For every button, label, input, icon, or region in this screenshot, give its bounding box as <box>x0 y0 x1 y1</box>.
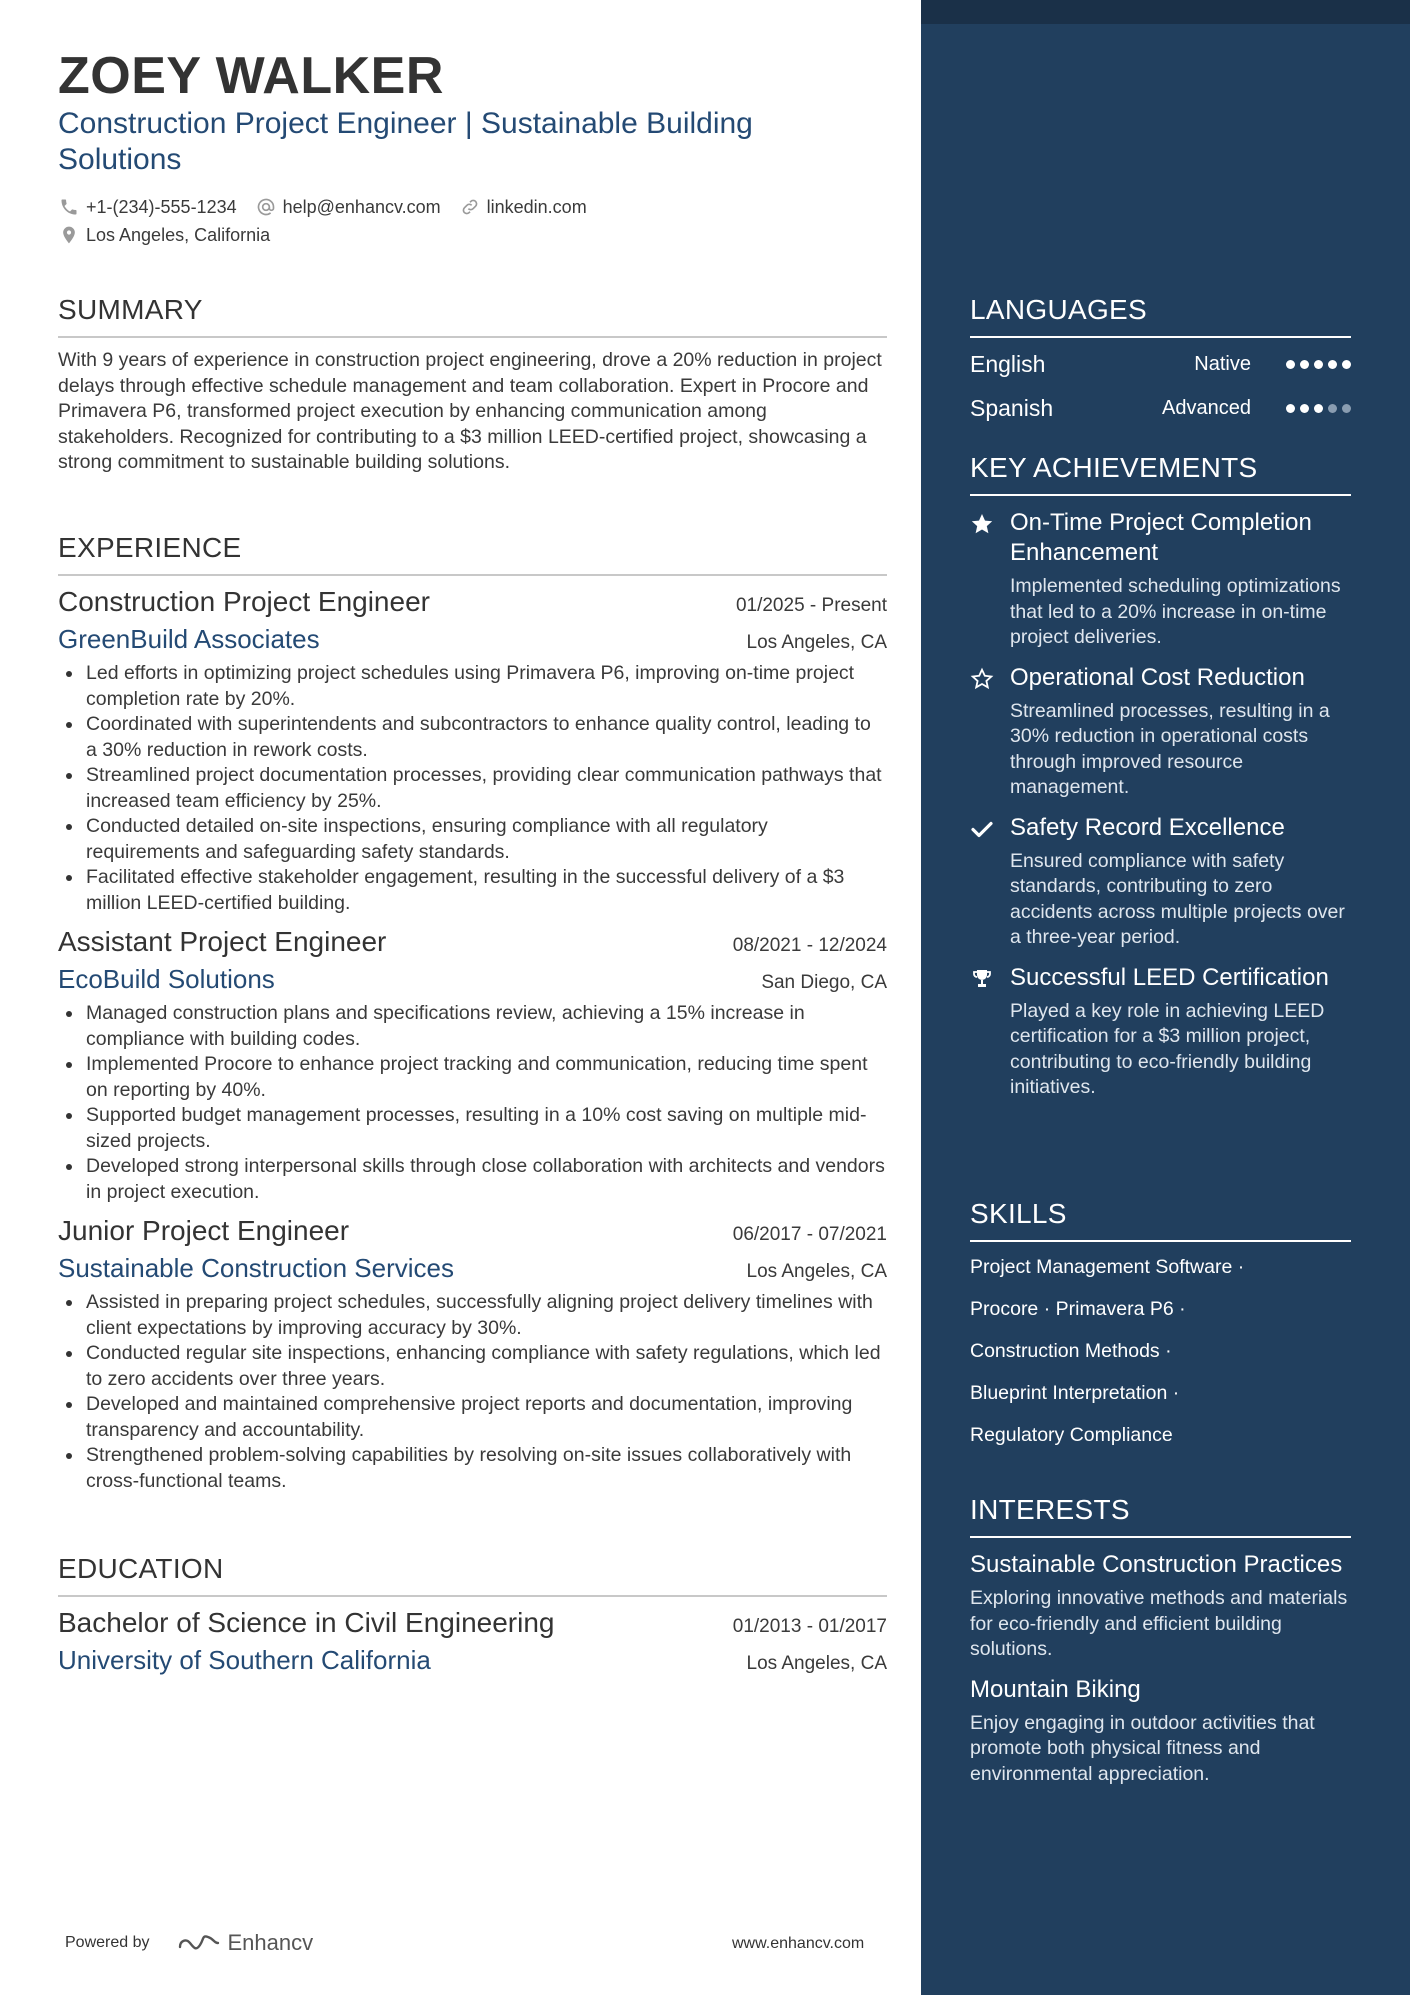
bullet-item: Developed and maintained comprehensive project reports and documentation, improving transparency and accountability. <box>58 1392 887 1443</box>
bullet-item: Conducted regular site inspections, enhancing compliance with safety regulations, which led to zero accidents over three years. <box>58 1341 887 1392</box>
powered-by-text: Powered by <box>65 1934 150 1951</box>
email-text: help@enhancv.com <box>282 196 441 217</box>
education-entry <box>58 1607 887 1676</box>
education-heading: EDUCATION <box>58 1553 887 1597</box>
experience-section <box>58 532 887 1494</box>
job-company: GreenBuild Associates <box>58 624 320 654</box>
rating-dot-empty <box>1342 404 1351 413</box>
bullet-item: Assisted in preparing project schedules, successfully aligning project delivery timelines with client expectations by improving accuracy by 30%. <box>58 1290 887 1341</box>
education-location: Los Angeles, CA <box>746 1653 887 1674</box>
rating-dot-filled <box>1286 404 1295 413</box>
bullet-item: Managed construction plans and specifications review, achieving a 15% increase in compliance with building codes. <box>58 1001 887 1052</box>
at-icon <box>255 196 277 218</box>
skill-item: Construction Methods · <box>970 1340 1172 1362</box>
rating-dot-filled <box>1342 360 1351 369</box>
contact-phone[interactable] <box>58 196 237 218</box>
education-date: 01/2013 - 01/2017 <box>732 1616 887 1637</box>
achievements-heading: KEY ACHIEVEMENTS <box>970 452 1351 496</box>
linkedin-text: linkedin.com <box>486 196 587 217</box>
job-bullets <box>58 1001 887 1205</box>
achievement-title: On-Time Project Completion Enhancement <box>1010 509 1312 566</box>
summary-text: With 9 years of experience in construction project engineering, drove a 20% reduction in project delays through effective schedule management and team collaboration. Expert in Procore and Primavera P6, transformed project execution by enhancing communication among stakeholders. Recognized for contributing to a $3 million LEED-certified project, showcasing a strong commitment to sustainable building solutions. <box>58 349 882 473</box>
link-icon <box>459 196 481 218</box>
language-rating <box>1281 404 1351 413</box>
checkmark-icon <box>970 817 994 841</box>
star-outline-icon <box>970 667 994 691</box>
achievement-item <box>970 813 1351 951</box>
job-entry <box>58 586 887 916</box>
job-location: Los Angeles, CA <box>746 1261 887 1282</box>
skill-item: Regulatory Compliance <box>970 1424 1173 1446</box>
languages-section <box>970 294 1351 430</box>
job-title: Junior Project Engineer <box>58 1215 350 1246</box>
language-name: Spanish <box>970 394 1054 421</box>
enhancv-brand-text: Enhancv <box>227 1930 314 1955</box>
job-title: Assistant Project Engineer <box>58 926 387 957</box>
job-entry <box>58 1215 887 1494</box>
bullet-item: Conducted detailed on-site inspections, ensuring compliance with all regulatory requirements and safeguarding safety standards. <box>58 814 887 865</box>
candidate-title: Construction Project Engineer | Sustainable Building Solutions <box>58 107 753 176</box>
job-date: 08/2021 - 12/2024 <box>732 935 887 956</box>
skills-section <box>970 1198 1351 1456</box>
rating-dot-filled <box>1286 360 1295 369</box>
interest-title: Mountain Biking <box>970 1675 1141 1703</box>
job-location: San Diego, CA <box>761 972 887 993</box>
achievement-item <box>970 508 1351 651</box>
achievement-item <box>970 663 1351 801</box>
contact-location <box>58 224 270 246</box>
summary-heading: SUMMARY <box>58 294 887 338</box>
achievement-desc: Streamlined processes, resulting in a 30% reduction in operational costs through improved resource management. <box>1010 699 1330 798</box>
enhancv-logo[interactable] <box>176 1930 314 1956</box>
skill-item: Project Management Software · <box>970 1256 1245 1278</box>
interests-section <box>970 1494 1351 1787</box>
job-company: Sustainable Construction Services <box>58 1253 454 1283</box>
rating-dot-filled <box>1300 360 1309 369</box>
job-company: EcoBuild Solutions <box>58 964 275 994</box>
rating-dot-filled <box>1328 360 1337 369</box>
bullet-item: Coordinated with superintendents and subcontractors to enhance quality control, leading to a 30% reduction in rework costs. <box>58 712 887 763</box>
sidebar-top-bar <box>921 0 1410 24</box>
trophy-icon <box>970 967 994 991</box>
interest-desc: Exploring innovative methods and materials for eco-friendly and efficient building solutions. <box>970 1587 1348 1660</box>
job-bullets <box>58 661 887 916</box>
contact-linkedin[interactable] <box>459 196 587 218</box>
footer-powered-by <box>65 1930 313 1956</box>
education-section <box>58 1553 887 1676</box>
skills-heading: SKILLS <box>970 1198 1351 1242</box>
rating-dot-filled <box>1314 360 1323 369</box>
bullet-item: Strengthened problem-solving capabilities by resolving on-site issues collaboratively with cross-functional teams. <box>58 1443 887 1494</box>
language-level: Advanced <box>1162 396 1251 419</box>
language-name: English <box>970 350 1046 377</box>
language-row <box>970 386 1351 430</box>
interest-item <box>970 1550 1351 1663</box>
achievement-desc: Played a key role in achieving LEED certification for a $3 million project, contributing to eco-friendly building initiatives. <box>1010 999 1325 1098</box>
job-date: 01/2025 - Present <box>735 595 887 616</box>
degree-title: Bachelor of Science in Civil Engineering <box>58 1607 555 1638</box>
bullet-item: Facilitated effective stakeholder engagement, resulting in the successful delivery of a $3 million LEED-certified building. <box>58 865 887 916</box>
achievement-desc: Ensured compliance with safety standards, contributing to zero accidents across multiple projects over a three-year period. <box>1010 849 1345 948</box>
bullet-item: Supported budget management processes, resulting in a 10% cost saving on multiple mid-sized projects. <box>58 1103 887 1154</box>
skill-item: Blueprint Interpretation · <box>970 1382 1180 1404</box>
achievement-item <box>970 963 1351 1101</box>
bullet-item: Implemented Procore to enhance project tracking and communication, reducing time spent on reporting by 40%. <box>58 1052 887 1103</box>
location-pin-icon <box>58 224 80 246</box>
enhancv-logo-icon <box>176 1931 222 1955</box>
candidate-name: ZOEY WALKER <box>58 47 444 105</box>
contact-info <box>58 193 898 249</box>
school-name: University of Southern California <box>58 1645 431 1675</box>
rating-dot-filled <box>1314 404 1323 413</box>
language-rating <box>1281 360 1351 369</box>
achievement-title: Safety Record Excellence <box>1010 813 1285 841</box>
achievement-title: Operational Cost Reduction <box>1010 663 1305 691</box>
skill-item: Procore · Primavera P6 · <box>970 1298 1186 1320</box>
job-date: 06/2017 - 07/2021 <box>732 1224 887 1245</box>
rating-dot-filled <box>1300 404 1309 413</box>
footer-url[interactable]: www.enhancv.com <box>732 1935 865 1952</box>
interests-heading: INTERESTS <box>970 1494 1351 1538</box>
location-text: Los Angeles, California <box>86 224 271 245</box>
achievement-desc: Implemented scheduling optimizations that led to a 20% increase in on-time project deliveries. <box>1010 575 1341 648</box>
phone-icon <box>58 196 80 218</box>
achievements-section <box>970 452 1351 1101</box>
job-location: Los Angeles, CA <box>746 632 887 653</box>
language-row <box>970 342 1351 386</box>
rating-dot-empty <box>1328 404 1337 413</box>
languages-heading: LANGUAGES <box>970 294 1351 338</box>
bullet-item: Led efforts in optimizing project schedules using Primavera P6, improving on-time project completion rate by 20%. <box>58 661 887 712</box>
bullet-item: Developed strong interpersonal skills through close collaboration with architects and vendors in project execution. <box>58 1154 887 1205</box>
bullet-item: Streamlined project documentation processes, providing clear communication pathways that increased team efficiency by 25%. <box>58 763 887 814</box>
achievement-title: Successful LEED Certification <box>1010 963 1329 991</box>
job-title: Construction Project Engineer <box>58 586 430 617</box>
language-level: Native <box>1194 352 1251 375</box>
contact-email[interactable] <box>255 196 441 218</box>
interest-title: Sustainable Construction Practices <box>970 1551 1343 1578</box>
interest-desc: Enjoy engaging in outdoor activities that promote both physical fitness and environmental appreciation. <box>970 1711 1315 1785</box>
job-bullets <box>58 1290 887 1494</box>
job-entry <box>58 926 887 1205</box>
experience-heading: EXPERIENCE <box>58 532 887 576</box>
phone-text: +1-(234)-555-1234 <box>86 196 237 217</box>
interest-item <box>970 1675 1351 1788</box>
star-filled-icon <box>970 512 994 536</box>
summary-section <box>58 294 887 476</box>
